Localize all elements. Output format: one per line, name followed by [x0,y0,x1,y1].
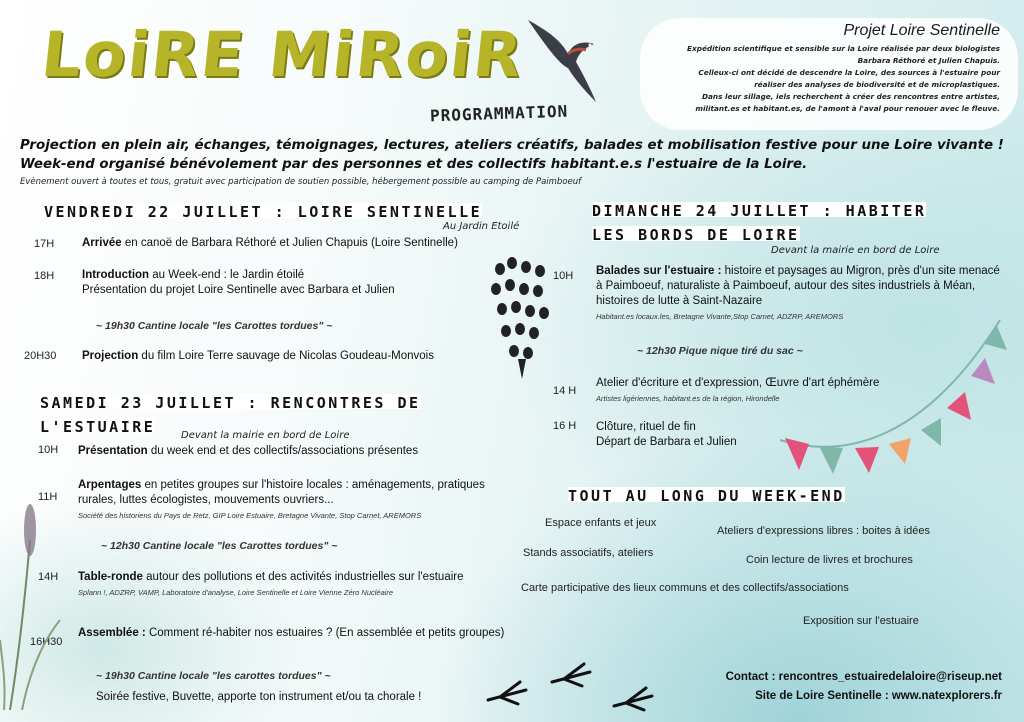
event-title: Balades sur l'estuaire : [596,265,722,277]
event-text: au Week-end : le Jardin étoilé [149,269,305,281]
event-description [78,570,478,600]
page-title: LoiRE MiRoiR [38,18,528,91]
event-text: Clôture, rituel de fin [596,421,696,433]
project-line: réaliser des analyses de biodiversité et de microplastiques. [754,80,1000,89]
saturday-heading-line1: SAMEDI 23 JUILLET : RENCONTRES DE [40,394,421,412]
bird-tracks-illustration [486,660,676,720]
event-text-line2: Départ de Barbara et Julien [596,436,737,448]
event-time: 18H [34,270,55,282]
event-time: 10H [38,444,59,456]
event-title: Table-ronde [78,571,143,583]
event-time: 16 H [553,420,577,432]
project-line: Expédition scientifique et sensible sur la Loire réalisée par deux biologistes [687,44,1000,53]
cantine-note: ~ 12h30 Cantine locale "les Carottes tordues" ~ [101,540,338,552]
event-text: en petites groupes sur l'histoire locales : aménagements, pratiques rurales, luttes écologistes, mouvements ouvriers... [78,479,485,506]
evening-program: Soirée festive, Buvette, apporte ton instrument et/ou ta chorale ! [96,691,422,703]
intro-line: Week-end organisé bénévolement par des personnes et des collectifs habitant.e.s l'estuaire de la Loire. [20,157,808,172]
saturday-heading-line2: L'ESTUAIRE [40,418,156,436]
event-time: 20H30 [24,350,57,362]
event-time: 17H [34,238,55,250]
event-text: du week end et des collectifs/associations présentes [147,445,419,457]
event-title: Projection [82,350,139,362]
event-text: Comment ré-habiter nos estuaires ? (En assemblée et petits groupes) [145,627,505,639]
event-text: Atelier d'écriture et d'expression, Œuvre d'art éphémère [596,377,880,389]
event-time: 16H30 [30,636,63,648]
programmation-subtitle: PROGRAMMATION [429,101,569,126]
project-info-box [640,18,1018,130]
event-description [82,236,458,251]
event-title: Introduction [82,269,150,281]
project-line: Dans leur sillage, iels recherchent à créer des rencontres entre artistes, [701,92,1000,101]
event-text: en canoë de Barbara Réthoré et Julien Chapuis (Loire Sentinelle) [121,237,458,249]
event-credits: Splann !, ADZRP, VAMP, Laboratoire d'analyse, Loire Sentinelle et Loire Vienne Zéro Nucléaire [78,588,394,597]
event-description [82,268,395,298]
event-title: Présentation [78,445,148,457]
event-time: 10H [553,270,574,282]
swallow-illustration [520,14,610,104]
event-text-line2: Présentation du projet Loire Sentinelle avec Barbara et Julien [82,284,395,296]
intro-line: Projection en plein air, échanges, témoignages, lectures, ateliers créatifs, balades et mobilisation festive pour une Loire vivante ! [20,138,1004,153]
project-line: Barbara Réthoré et Julien Chapuis. [857,56,1000,65]
sunday-heading-line1: DIMANCHE 24 JUILLET : HABITER [592,202,927,220]
crowd-illustration [488,255,554,380]
weekend-item: Espace enfants et jeux [545,517,657,529]
event-text: du film Loire Terre sauvage de Nicolas Goudeau-Monvois [138,350,434,362]
event-description [596,420,737,450]
project-title: Projet Loire Sentinelle [843,22,1000,39]
weekend-heading-text: TOUT AU LONG DU WEEK-END [568,487,845,505]
event-description [82,349,434,364]
event-description [78,478,498,523]
event-text: autour des pollutions et des activités industrielles sur l'estuaire [142,571,464,583]
event-time: 11H [38,491,58,503]
contact-email: Contact : rencontres_estuairedelaloire@riseup.net [725,671,1002,683]
event-title: Assemblée : [78,627,146,639]
weekend-item: Coin lecture de livres et brochures [746,554,913,566]
sunday-heading-line2: LES BORDS DE LOIRE [592,226,800,244]
weekend-heading [568,487,845,505]
project-line: Celleux-ci ont décidé de descendre la Loire, des sources à l'estuaire pour [698,68,1000,77]
project-description [658,43,1000,115]
intro-note: Evènement ouvert à toutes et tous, gratuit avec participation de soutien possible, hébergement possible au camping de Paimboeuf [20,177,582,187]
website-link: Site de Loire Sentinelle : www.natexplorers.fr [755,690,1002,702]
weekend-item: Ateliers d'expressions libres : boites à idées [717,525,931,537]
event-title: Arrivée [82,237,122,249]
cantine-note: ~ 19h30 Cantine locale "les Carottes tordues" ~ [96,320,333,332]
cantine-note: ~ 19h30 Cantine locale "les carottes tordues" ~ [96,670,331,682]
cantine-note: ~ 12h30 Pique nique tiré du sac ~ [637,345,803,357]
event-credits: Habitant.es locaux.les, Bretagne Vivante,Stop Carnet, ADZRP, AREMORS [596,312,844,321]
event-credits: Artistes ligériennes, habitant.es de la région, Hirondelle [596,394,780,403]
friday-heading [44,203,482,221]
friday-heading-text: VENDREDI 22 JUILLET : LOIRE SENTINELLE [44,203,483,221]
sunday-place: Devant la mairie en bord de Loire [771,245,940,256]
event-title: Arpentages [78,479,142,491]
sunday-heading [592,199,926,247]
grass-illustration [0,500,70,710]
project-line: militant.es et habitant.es, de l'amont à l'aval pour renouer avec le fleuve. [695,104,1000,113]
intro-text [20,136,1010,174]
weekend-item: Carte participative des lieux communs et des collectifs/associations [521,582,849,594]
event-time: 14H [38,571,59,583]
event-description [78,626,508,641]
friday-place: Au Jardin Etoilé [443,221,520,232]
bunting-decoration [775,300,1020,480]
event-credits: Société des historiens du Pays de Retz, GIP Loire Estuaire, Bretagne Vivante, Stop Carnet, AREMORS [78,511,422,520]
event-time: 14 H [553,385,577,397]
weekend-item: Stands associatifs, ateliers [523,547,654,559]
saturday-place: Devant la mairie en bord de Loire [181,430,350,441]
event-text: histoire et paysages au Migron, près d'un site menacé à Paimboeuf, naturaliste à Paimboeuf, autour des sites industriels à Méan, histoires de lutte à Saint-Nazaire [596,265,1000,307]
weekend-item: Exposition sur l'estuaire [803,615,919,627]
event-description [78,444,418,459]
